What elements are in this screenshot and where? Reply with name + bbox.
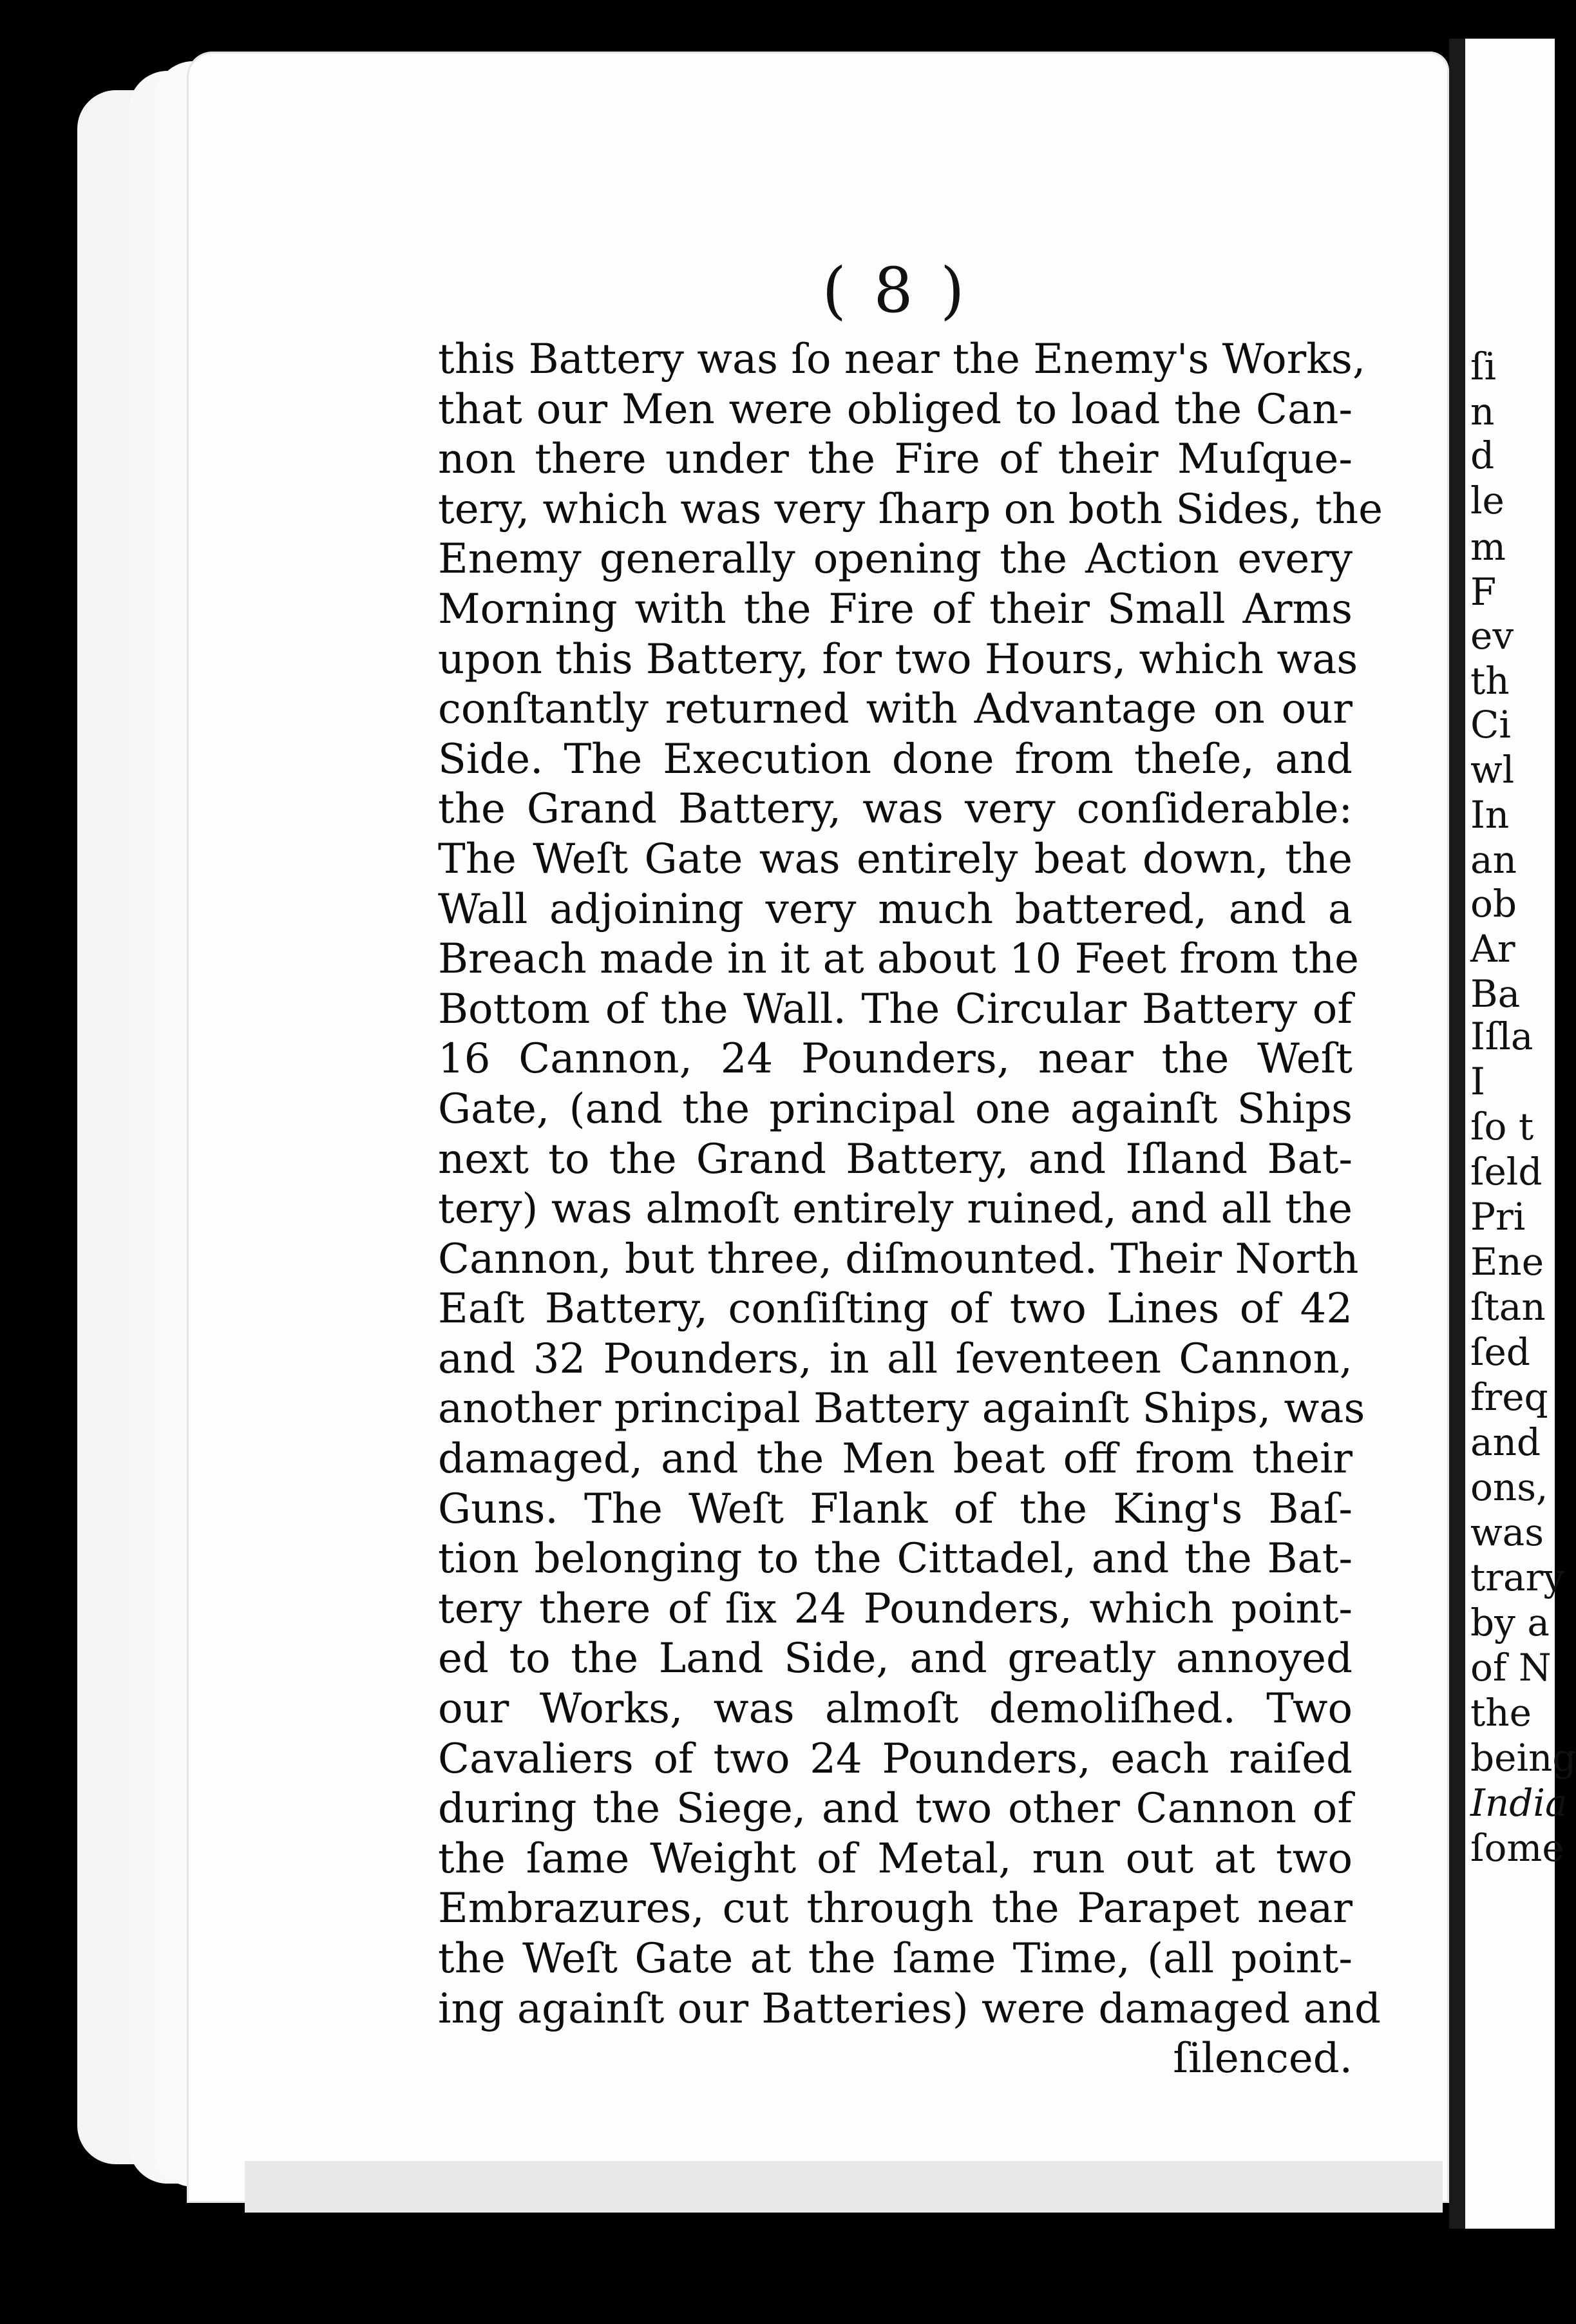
right-page-fragment: Ene bbox=[1470, 1240, 1544, 1284]
right-page-fragment: In bbox=[1470, 793, 1510, 837]
right-page-fragment: I bbox=[1470, 1060, 1485, 1103]
text-line: Embrazures, cut through the Parapet near bbox=[438, 1885, 1353, 1933]
text-line: Eaſt Battery, conſiſting of two Lines of 42 bbox=[438, 1285, 1353, 1333]
text-line: Breach made in it at about 10 Feet from the bbox=[438, 935, 1359, 984]
right-page-fragment: ev bbox=[1470, 614, 1514, 658]
text-line: Wall adjoining very much battered, and a bbox=[438, 885, 1353, 933]
text-line: and 32 Pounders, in all ſeventeen Cannon, bbox=[438, 1335, 1353, 1383]
right-page-fragment: ſome bbox=[1470, 1826, 1564, 1870]
text-line: Morning with the Fire of their Small Arms bbox=[438, 585, 1353, 633]
text-line: 16 Cannon, 24 Pounders, near the Weſt bbox=[438, 1035, 1353, 1083]
text-line: upon this Battery, for two Hours, which was bbox=[438, 635, 1358, 683]
text-line: Gate, (and the principal one againſt Ships bbox=[438, 1085, 1353, 1133]
right-page-fragment: Pri bbox=[1470, 1195, 1526, 1239]
right-page-fragment: n bbox=[1470, 390, 1495, 433]
text-line: tery) was almoſt entirely ruined, and all the bbox=[438, 1185, 1353, 1233]
right-page-fragment: freq bbox=[1470, 1375, 1548, 1419]
text-line: another principal Battery againſt Ships, was bbox=[438, 1385, 1365, 1433]
right-page-fragment: Ci bbox=[1470, 703, 1511, 747]
text-line: next to the Grand Battery, and Iſland Bat- bbox=[438, 1135, 1353, 1183]
text-line: tery, which was very ſharp on both Sides, the bbox=[438, 485, 1383, 533]
right-page-fragment: d bbox=[1470, 433, 1495, 477]
page-bottom-edge bbox=[245, 2161, 1443, 2213]
right-page-fragment: ſi bbox=[1470, 345, 1497, 388]
text-line: Side. The Execution done from theſe, and bbox=[438, 735, 1353, 783]
right-page-fragment: the bbox=[1470, 1691, 1532, 1735]
right-page-fragment: was bbox=[1470, 1510, 1544, 1554]
text-line: tery there of ſix 24 Pounders, which point- bbox=[438, 1585, 1353, 1633]
right-page-fragment: trary bbox=[1470, 1556, 1565, 1599]
right-page-fragment: th bbox=[1470, 659, 1510, 703]
right-page-fragment: ob bbox=[1470, 882, 1517, 926]
right-page-fragment: Ba bbox=[1470, 972, 1521, 1016]
text-line: Cannon, but three, diſmounted. Their North bbox=[438, 1235, 1359, 1283]
right-page-fragment: by a bbox=[1470, 1601, 1550, 1644]
text-line: tion belonging to the Cittadel, and the Bat- bbox=[438, 1535, 1353, 1583]
text-line: damaged, and the Men beat off from their bbox=[438, 1435, 1353, 1483]
right-page-fragment: an bbox=[1470, 838, 1517, 882]
right-page-fragment: wl bbox=[1470, 748, 1515, 792]
text-line: conſtantly returned with Advantage on our bbox=[438, 685, 1353, 734]
right-page-fragment: le bbox=[1470, 479, 1505, 522]
text-line: the Grand Battery, was very conſiderable: bbox=[438, 785, 1353, 833]
right-page-fragment: ſtan bbox=[1470, 1285, 1546, 1329]
text-line: Guns. The Weſt Flank of the King's Baſ- bbox=[438, 1485, 1353, 1533]
right-page-fragment: India bbox=[1470, 1781, 1568, 1825]
right-page-fragment: m bbox=[1470, 525, 1506, 569]
text-line: Cavaliers of two 24 Pounders, each raiſed bbox=[438, 1735, 1353, 1783]
right-page-fragment: of N bbox=[1470, 1646, 1552, 1690]
right-page-fragment: Iſla bbox=[1470, 1014, 1533, 1058]
right-page-partial bbox=[1465, 39, 1576, 2229]
right-page-fragment: Ar bbox=[1470, 927, 1515, 971]
right-page-fragment: being bbox=[1470, 1736, 1576, 1780]
text-line: that our Men were obliged to load the Can- bbox=[438, 385, 1353, 433]
text-line: during the Siege, and two other Cannon of bbox=[438, 1785, 1353, 1833]
right-page-fragment: F bbox=[1470, 570, 1497, 614]
text-line: Bottom of the Wall. The Circular Battery of bbox=[438, 985, 1353, 1033]
text-line: our Works, was almoſt demoliſhed. Two bbox=[438, 1685, 1353, 1733]
text-line: ed to the Land Side, and greatly annoyed bbox=[438, 1635, 1353, 1683]
text-line: ſilenced. bbox=[1173, 2035, 1353, 2083]
right-page-fragment: ons, bbox=[1470, 1465, 1548, 1509]
text-line: the Weſt Gate at the ſame Time, (all point- bbox=[438, 1935, 1353, 1983]
text-line: non there under the Fire of their Muſque- bbox=[438, 435, 1353, 484]
right-page-fragment: ſeld bbox=[1470, 1150, 1543, 1194]
right-page-fragment: and bbox=[1470, 1420, 1541, 1464]
text-line: Enemy generally opening the Action every bbox=[438, 535, 1353, 584]
text-line: ing againſt our Batteries) were damaged and bbox=[438, 1985, 1381, 2033]
text-line: the ſame Weight of Metal, run out at two bbox=[438, 1834, 1353, 1883]
body-text bbox=[438, 335, 1383, 2084]
page-number: ( 8 ) bbox=[822, 254, 969, 327]
text-line: The Weſt Gate was entirely beat down, the bbox=[438, 835, 1353, 883]
text-line: this Battery was ſo near the Enemy's Works, bbox=[438, 336, 1366, 383]
right-page-fragment: ſo t bbox=[1470, 1105, 1534, 1148]
right-page-fragment: ſed bbox=[1470, 1330, 1530, 1374]
